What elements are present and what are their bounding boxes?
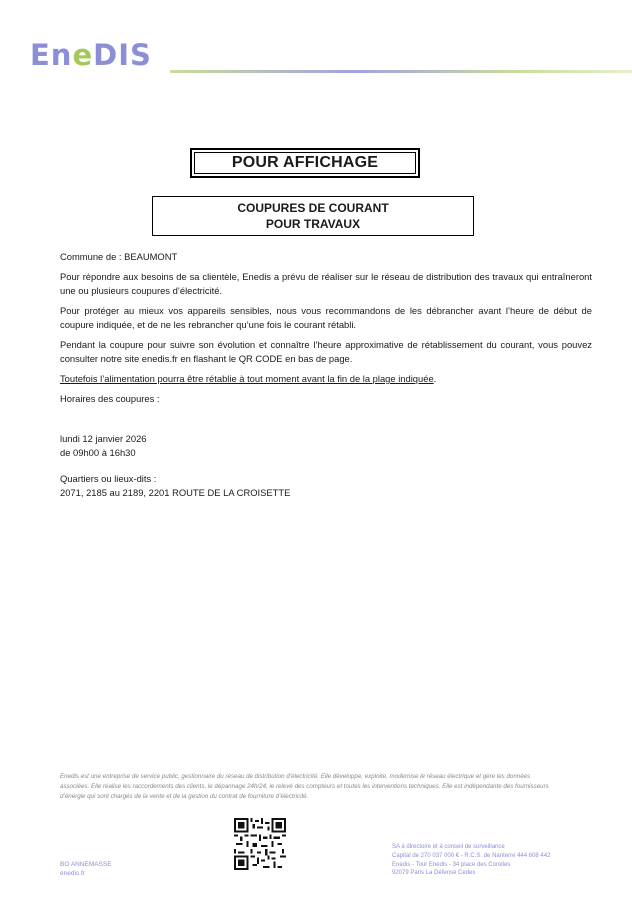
footer-company-line3: Enedis - Tour Enedis - 34 place des Corolles	[392, 861, 511, 868]
coupure-date: lundi 12 janvier 2026	[60, 433, 147, 444]
quartiers-label: Quartiers ou lieux-dits :	[60, 473, 157, 484]
enedis-logo	[30, 38, 152, 72]
footer-company-line1: SA à directoire et à conseil de surveillance	[392, 844, 505, 850]
coupures-title-line2: POUR TRAVAUX	[265, 217, 361, 231]
qr-code-icon[interactable]	[234, 818, 286, 870]
footer-left-block	[60, 860, 112, 878]
footer-agency: BO ANNEMASSE	[60, 861, 112, 868]
paragraph-protection: Pour protéger au mieux vos appareils sensibles, nous vous recommandons de les débrancher avant l’heure de début de coupure indiquée, et de ne les rebrancher qu’une fois le courant rétabli.	[60, 305, 592, 330]
coupure-time: de 09h00 à 16h30	[60, 447, 136, 458]
coupures-title-line1: COUPURES DE COURANT	[237, 201, 389, 215]
footer-website-link[interactable]: enedis.fr	[60, 870, 85, 877]
logo-text-part3: DIS	[93, 38, 152, 72]
footer-legal-text: Enedis est une entreprise de service public, gestionnaire du réseau de distribution d’électricité. Elle développe, exploite, modernise le réseau électrique et gère les données associées. Elle réalise les raccordements des clients, le dépannage 24h/24, le relevé des compteurs et toutes les interventions techniques. Elle est indépendante des fournisseurs d’énergie qui sont chargés de la vente et de la gestion du contrat de fourniture d’électricité.	[60, 773, 549, 800]
affichage-title-box	[190, 148, 420, 178]
paragraph-besoins: Pour répondre aux besoins de sa clientèle, Enedis a prévu de réaliser sur le réseau de distribution des travaux qui entraîneront une ou plusieurs coupures d’électricité.	[60, 271, 592, 296]
warning-text: Toutefois l’alimentation pourra être rétablie à tout moment avant la fin de la plage indiquée	[60, 373, 434, 384]
footer-company-line2: Capital de 270 037 000 € - R.C.S. de Nanterre 444 608 442	[392, 852, 551, 859]
footer-company-line4: 92079 Paris La Défense Cedex	[392, 870, 476, 877]
warning-line	[60, 372, 592, 386]
paragraph-suivi: Pendant la coupure pour suivre son évolution et connaître l’heure approximative de rétablissement du courant, vous pouvez consulter notre site enedis.fr en flashant le QR CODE en bas de page.	[60, 339, 592, 364]
coupures-title-box	[152, 196, 474, 236]
affichage-title: POUR AFFICHAGE	[194, 152, 416, 174]
logo-divider-line	[170, 70, 632, 73]
horaires-label: Horaires des coupures :	[60, 393, 160, 404]
footer-company-info	[392, 843, 550, 878]
logo-text-part2: e	[72, 38, 94, 72]
quartiers-list: 2071, 2185 au 2189, 2201 ROUTE DE LA CROISETTE	[60, 487, 291, 498]
logo-text-part1: En	[30, 38, 73, 72]
notice-body	[60, 250, 592, 500]
warning-period: .	[433, 373, 437, 384]
commune-line: Commune de : BEAUMONT	[60, 251, 178, 262]
